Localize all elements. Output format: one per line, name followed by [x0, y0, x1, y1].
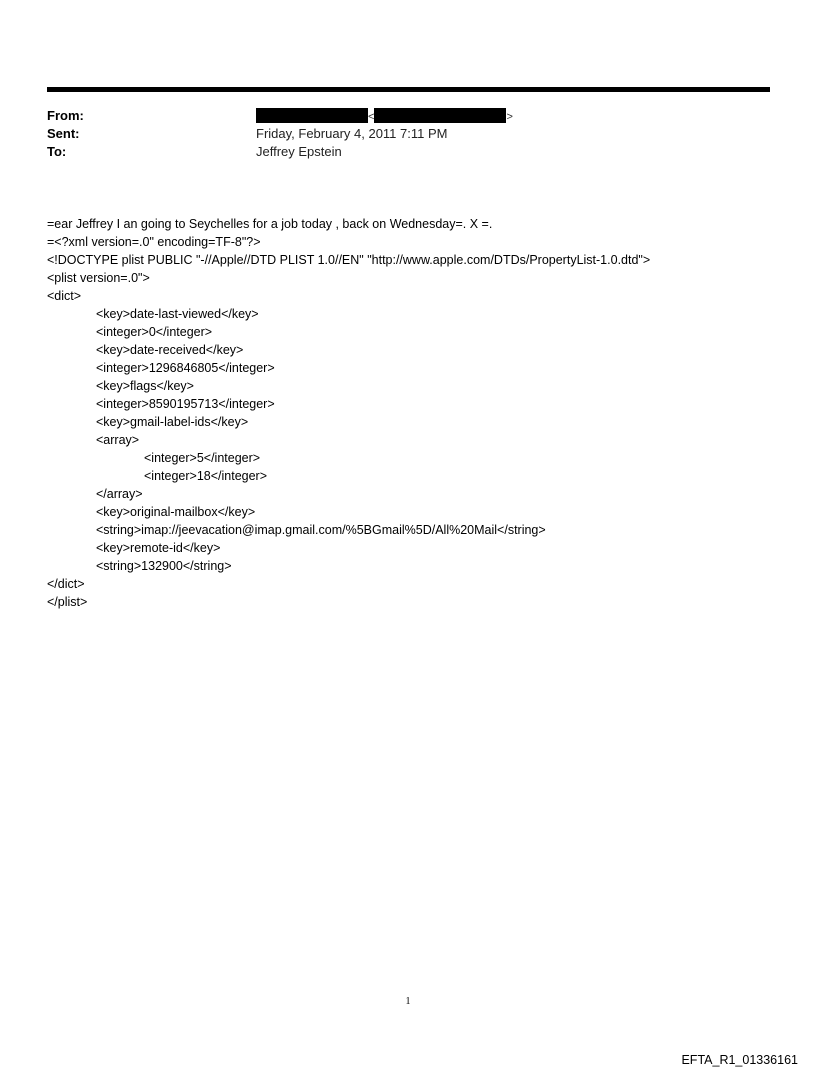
redacted-sender-name [256, 108, 368, 123]
body-line: =<?xml version=.0" encoding=TF-8"?> [47, 235, 261, 249]
sent-label: Sent: [47, 126, 80, 141]
sent-value: Friday, February 4, 2011 7:11 PM [256, 126, 448, 141]
from-open-bracket: < [368, 111, 375, 123]
body-line: <key>gmail-label-ids</key> [96, 415, 249, 429]
body-line: <key>flags</key> [96, 379, 194, 393]
body-line: </dict> [47, 577, 85, 591]
body-line: <integer>1296846805</integer> [96, 361, 275, 375]
body-line: <plist version=.0"> [47, 271, 150, 285]
body-line: <key>original-mailbox</key> [96, 505, 256, 519]
to-label: To: [47, 144, 67, 159]
from-label: From: [47, 108, 84, 123]
from-close-bracket: > [506, 111, 513, 123]
header-divider [47, 87, 770, 92]
body-line: <key>date-received</key> [96, 343, 244, 357]
page-number: 1 [405, 996, 411, 1007]
redacted-sender-email [374, 108, 506, 123]
body-line: </plist> [47, 595, 88, 609]
document-id: EFTA_R1_01336161 [681, 1053, 798, 1067]
body-line: <key>date-last-viewed</key> [96, 307, 259, 321]
body-line: <array> [96, 433, 140, 447]
body-line: </array> [96, 487, 143, 501]
body-line: <string>132900</string> [96, 559, 232, 573]
body-line: <integer>0</integer> [96, 325, 213, 339]
email-body [47, 215, 650, 611]
body-line: <integer>5</integer> [144, 451, 261, 465]
to-value: Jeffrey Epstein [256, 144, 342, 159]
from-value [256, 107, 513, 126]
body-line: =ear Jeffrey I an going to Seychelles for a job today , back on Wednesday=. X =. [47, 217, 493, 231]
body-line: <string>imap://jeevacation@imap.gmail.com/%5BGmail%5D/All%20Mail</string> [96, 523, 546, 537]
body-line: <integer>8590195713</integer> [96, 397, 275, 411]
body-line: <!DOCTYPE plist PUBLIC "-//Apple//DTD PLIST 1.0//EN" "http://www.apple.com/DTDs/PropertyList-1.0.dtd"> [47, 253, 651, 267]
body-line: <dict> [47, 289, 82, 303]
body-line: <integer>18</integer> [144, 469, 268, 483]
body-line: <key>remote-id</key> [96, 541, 221, 555]
